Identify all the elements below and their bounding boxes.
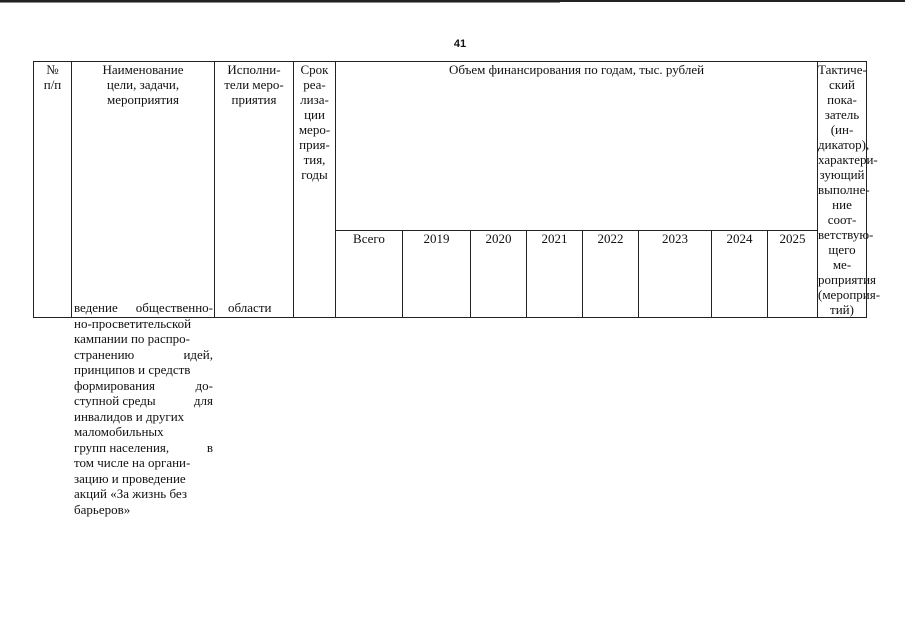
- header-year: 2023: [639, 231, 712, 318]
- header-year: 2024: [712, 231, 768, 318]
- header-year: 2020: [471, 231, 527, 318]
- funding-table-header: [33, 61, 881, 318]
- activity-name-continuation: ведение общественно- но-просветительской кампании по распро- странению идей, принципов и средств формирования до- ступной среды для инвалидов и других маломобильных групп населения, в том числе на органи- зацию и проведение акций «За жизнь без барьеров»: [74, 300, 213, 517]
- page-number: 41: [453, 38, 467, 50]
- header-executors: Исполни- тели меро- приятия: [215, 62, 294, 318]
- header-year: 2021: [527, 231, 583, 318]
- header-year: 2025: [768, 231, 818, 318]
- header-term: Срок реа- лиза- ции меро- прия- тия, годы: [294, 62, 336, 318]
- header-name: Наименование цели, задачи, мероприятия: [72, 62, 215, 318]
- header-num: № п/п: [34, 62, 72, 318]
- header-indicator: Тактиче- ский пока- затель (ин- дикатор), характери- зующий выполне- ние соот- ветствую- щего ме- роприятия (мероприя- тий): [818, 62, 881, 317]
- header-year-total: Всего: [336, 231, 403, 318]
- header-year: 2019: [403, 231, 471, 318]
- header-year: 2022: [583, 231, 639, 318]
- header-funding: Объем финансирования по годам, тыс. рублей: [336, 62, 818, 231]
- scan-edge-line: [0, 2, 560, 3]
- executor-continuation: области: [228, 300, 272, 315]
